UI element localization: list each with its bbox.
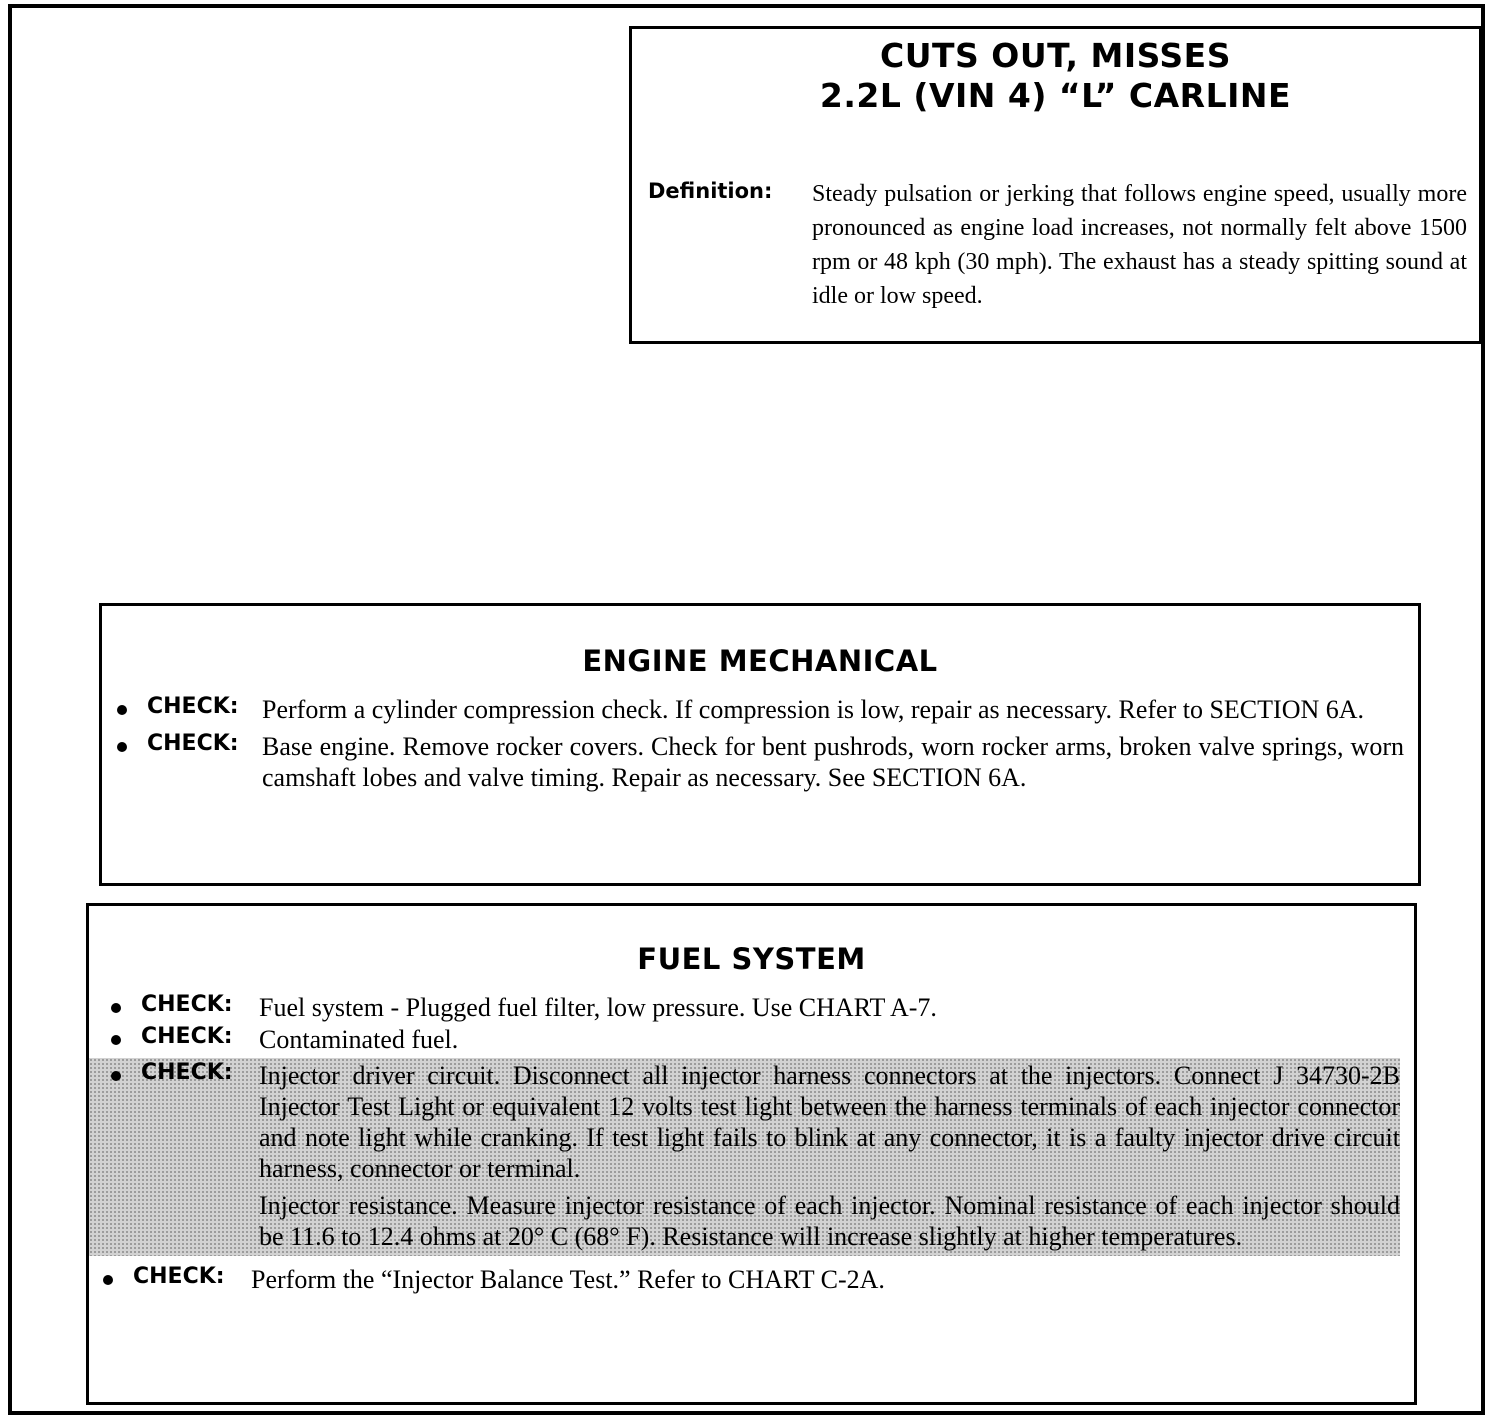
fuel-check-list xyxy=(89,992,1414,1295)
bullet-icon xyxy=(111,1003,121,1013)
check-label: CHECK: xyxy=(133,1264,225,1289)
check-text: Contaminated fuel. xyxy=(259,1025,459,1054)
check-text-paragraph: Injector driver circuit. Disconnect all injector harness connectors at the injectors. Connect J 34730-2B Injector Test Light or equivalent 12 volts test light between the harness terminals of each injector connector and note light while cranking. If test light fails to blink at any connector, it is a faulty injector drive circuit harness, connector or terminal. xyxy=(259,1061,1400,1183)
highlighted-check-block xyxy=(89,1058,1400,1256)
check-item xyxy=(102,694,1404,725)
page-title: CUTS OUT, MISSES xyxy=(880,36,1231,75)
check-label: CHECK: xyxy=(147,731,239,756)
check-text: Fuel system - Plugged fuel filter, low pressure. Use CHART A-7. xyxy=(259,993,937,1022)
check-text: Perform the “Injector Balance Test.” Refer to CHART C-2A. xyxy=(251,1265,885,1294)
engine-check-list xyxy=(102,694,1418,793)
check-label: CHECK: xyxy=(147,694,239,719)
bullet-icon xyxy=(111,1035,121,1045)
bullet-icon xyxy=(117,705,127,715)
title-box xyxy=(629,26,1482,344)
check-text: Perform a cylinder compression check. If compression is low, repair as necessary. Refer to SECTION 6A. xyxy=(262,695,1365,724)
definition-text: Steady pulsation or jerking that follows engine speed, usually more pronounced as engine load increases, not normally felt above 1500 rpm or 48 kph (30 mph). The exhaust has a steady spitting sound at idle or low speed. xyxy=(812,181,1467,309)
engine-mechanical-section xyxy=(99,603,1421,886)
fuel-system-section xyxy=(86,903,1417,1405)
check-label: CHECK: xyxy=(141,992,233,1017)
check-label: CHECK: xyxy=(141,1024,233,1049)
bullet-icon xyxy=(117,742,127,752)
check-text-paragraph: Injector resistance. Measure injector resistance of each injector. Nominal resistance of each injector should be 11.6 to 12.4 ohms at 20° C (68° F). Resistance will increase slightly at higher temperatures. xyxy=(259,1191,1400,1251)
check-item xyxy=(89,1060,1400,1252)
check-label: CHECK: xyxy=(141,1060,233,1085)
definition-label: Definition: xyxy=(648,179,773,203)
bullet-icon xyxy=(111,1071,121,1081)
check-text: Base engine. Remove rocker covers. Check for bent pushrods, worn rocker arms, broken valve springs, worn camshaft lobes and valve timing. Repair as necessary. See SECTION 6A. xyxy=(262,732,1404,792)
bullet-icon xyxy=(103,1275,113,1285)
check-item xyxy=(89,992,1400,1024)
section-title-fuel-system: FUEL SYSTEM xyxy=(637,942,866,976)
check-text xyxy=(259,1060,1400,1252)
check-item xyxy=(102,731,1404,793)
check-item xyxy=(89,1264,1400,1295)
section-title-engine-mechanical: ENGINE MECHANICAL xyxy=(582,644,938,678)
page-subtitle: 2.2L (VIN 4) “L” CARLINE xyxy=(819,76,1292,115)
check-item xyxy=(89,1024,1400,1056)
